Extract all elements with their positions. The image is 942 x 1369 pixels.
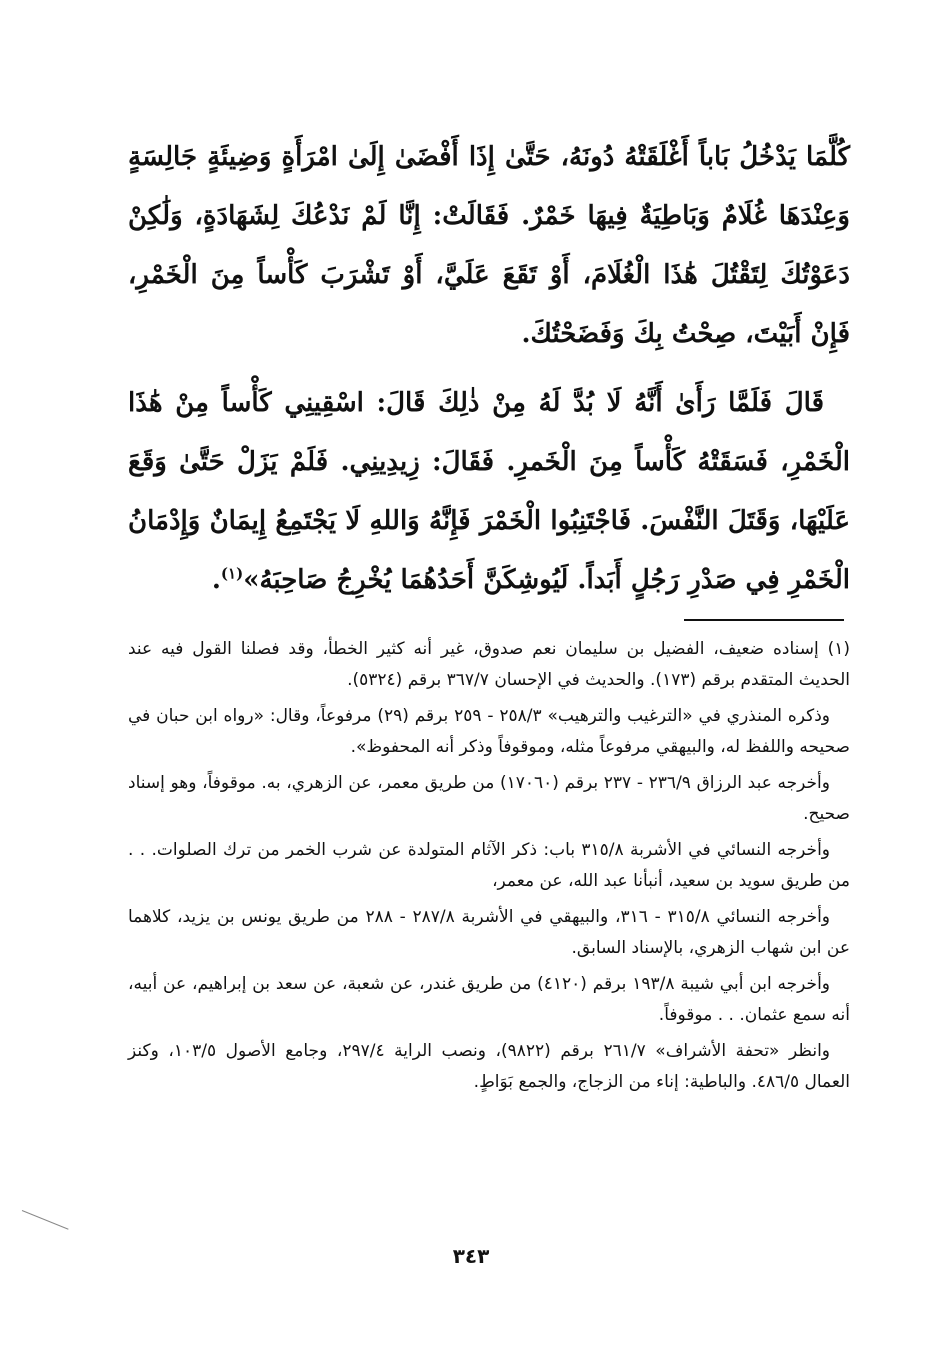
footnote-para-4: وأخرجه النسائي في الأشربة ٣١٥/٨ باب: ذكر الآثام المتولدة عن شرب الخمر من ترك الصلوات. . . من طريق سويد بن سعيد، أنبأنا عبد الله، عن معمر، xyxy=(128,840,850,891)
footnote-para-5: وأخرجه النسائي ٣١٥/٨ - ٣١٦، والبيهقي في الأشربة ٢٨٧/٨ - ٢٨٨ من طريق يونس بن يزيد، كلاهما عن ابن شهاب الزهري، بالإسناد السابق. xyxy=(128,907,850,958)
footnote-para-2: وذكره المنذري في «الترغيب والترهيب» ٢٥٨/٣ - ٢٥٩ برقم (٢٩) مرفوعاً، وقال: «رواه ابن حبان في صحيحه واللفظ له، والبيهقي مرفوعاً مثله، وموقوفاً وذكر أنه المحفوظ». xyxy=(128,706,850,757)
footnote-reference: (١) xyxy=(220,564,244,583)
footnote-para-7: وانظر «تحفة الأشراف» ٢٦١/٧ برقم (٩٨٢٢)، ونصب الراية ٢٩٧/٤، وجامع الأصول ١٠٣/٥، وكنز العمال ٤٨٦/٥. والباطية: إناء من الزجاج، والجمع بَوَاطٍ. xyxy=(128,1041,850,1092)
main-paragraph-2 xyxy=(128,374,850,610)
main-paragraph-1: كُلَّمَا يَدْخُلُ بَاباً أَغْلَقَتْهُ دُونَهُ، حَتَّىٰ إِذَا أَفْضَىٰ إِلَىٰ امْرَأَةٍ وَضِيئَةٍ جَالِسَةٍ وَعِنْدَهَا غُلَامٌ وَبَاطِيَةٌ فِيهَا خَمْرٌ. فَقَالَتْ: إِنَّا لَمْ نَدْعُكَ لِشَهَادَةٍ، وَلَٰكِنْ دَعَوْتُكَ لِتَقْتُلَ هَٰذَا الْغُلَامَ، أَوْ تَقَعَ عَلَيَّ، أَوْ تَشْرَبَ كَأْساً مِنَ الْخَمْرِ، فَإِنْ أَبَيْتَ، صِحْتُ بِكَ وَفَضَحْتُكَ. xyxy=(128,142,850,349)
page-number: ٣٤٣ xyxy=(452,1244,490,1268)
scan-artifact-line xyxy=(22,1210,69,1230)
footnote-1: (١) إسناده ضعيف، الفضيل بن سليمان نعم صدوق، غير أنه كثير الخطأ، وقد فصلنا القول فيه عند الحديث المتقدم برقم (١٧٣). والحديث في الإحسان ٣٦٧/٧ برقم (٥٣٢٤). xyxy=(128,639,850,690)
main-text-block xyxy=(128,128,850,610)
footnotes-block xyxy=(128,634,850,1103)
footnote-para-3: وأخرجه عبد الرزاق ٢٣٦/٩ - ٢٣٧ برقم (١٧٠٦٠) من طريق معمر، عن الزهري، به. موقوفاً، وهو إسناد صحيح. xyxy=(128,773,850,824)
footnote-para-6: وأخرجه ابن أبي شيبة ١٩٣/٨ برقم (٤١٢٠) من طريق غندر، عن شعبة، عن سعد بن إبراهيم، عن أبيه، أنه سمع عثمان. . . موقوفاً. xyxy=(128,974,850,1025)
end-mark: . xyxy=(211,565,221,595)
main-paragraph-2-text: قَالَ فَلَمَّا رَأَىٰ أَنَّهُ لَا بُدَّ لَهُ مِنْ ذٰلِكَ قَالَ: اسْقِينِي كَأْساً مِنْ هَٰذَا الْخَمْرِ، فَسَقَتْهُ كَأْساً مِنَ الْخَمرِ. فَقَالَ: زِيدِينِي. فَلَمْ يَزَلْ حَتَّىٰ وَقَعَ عَلَيْهَا، وَقَتَلَ النَّفْسَ. فَاجْتَنِبُوا الْخَمْرَ فَإِنَّهُ وَاللهِ لَا يَجْتَمِعُ إِيمَانٌ وَإِدْمَانُ الْخَمْرِ فِي صَدْرِ رَجُلٍ أَبَداً. لَيُوشِكَنَّ أَحَدُهُمَا يُخْرِجُ صَاحِبَهُ» xyxy=(128,388,850,595)
footnote-divider xyxy=(684,619,844,621)
